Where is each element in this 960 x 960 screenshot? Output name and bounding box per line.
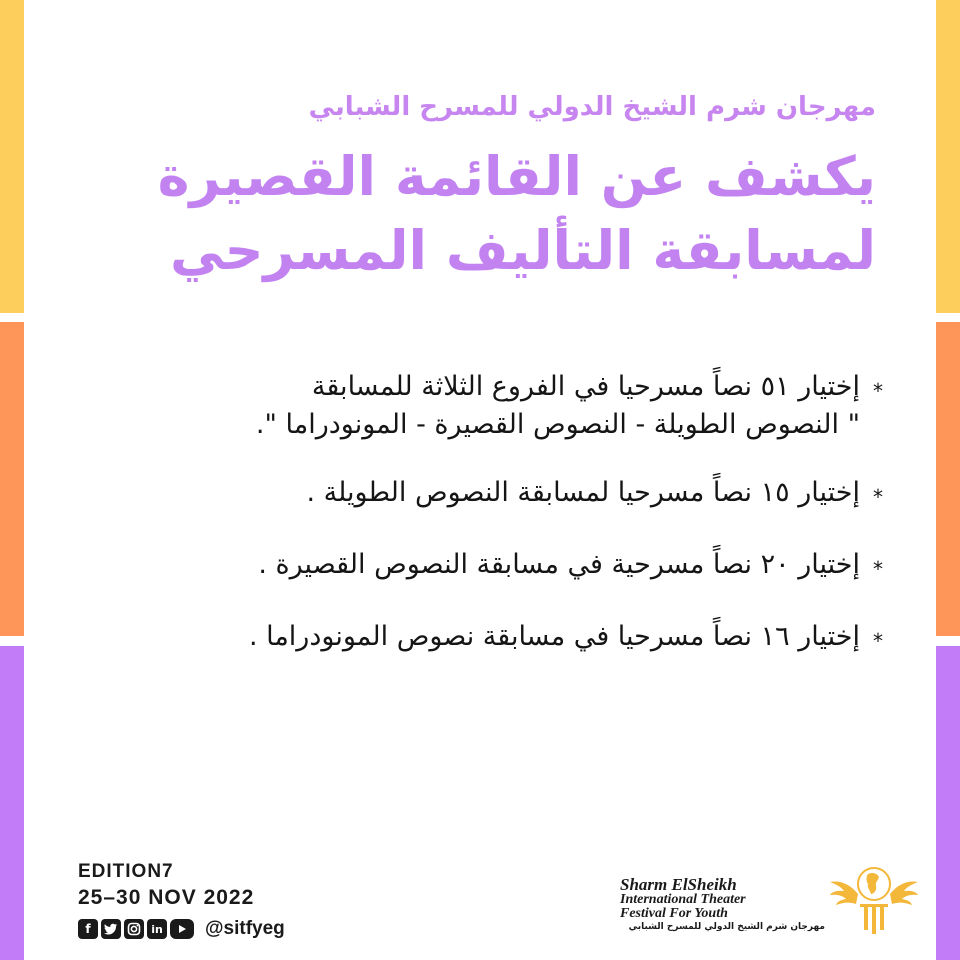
bullet-marker: * [873, 629, 883, 653]
right-band-purple [936, 646, 960, 960]
right-band-yellow [936, 0, 960, 313]
logo-line-3: Festival For Youth [620, 906, 728, 921]
logo-line-1: Sharm ElSheikh [620, 875, 737, 894]
winged-globe-icon [828, 854, 920, 940]
linkedin-icon[interactable]: in [147, 919, 167, 939]
festival-subtitle: مهرجان شرم الشيخ الدولي للمسرح الشبابي [308, 92, 876, 122]
list-item-text: إختيار ١٥ نصاً مسرحيا لمسابقة النصوص الطويلة . [306, 477, 860, 508]
list-item [128, 546, 888, 588]
announcement-title: يكشف عن القائمة القصيرة لمسابقة التأليف المسرحي [157, 145, 876, 282]
bullet-marker: * [873, 557, 883, 581]
list-item [128, 474, 888, 516]
logo-wordmark [620, 876, 830, 934]
social-links [78, 918, 285, 940]
left-band-yellow [0, 0, 24, 313]
youtube-icon[interactable] [170, 919, 194, 939]
list-item [128, 368, 888, 444]
logo-line-2: International Theater [620, 892, 746, 907]
left-band-orange [0, 322, 24, 636]
list-item [128, 618, 888, 660]
list-item-text: إختيار ٢٠ نصاً مسرحية في مسابقة النصوص القصيرة . [258, 549, 860, 580]
instagram-icon[interactable] [124, 919, 144, 939]
list-item-text: إختيار ٥١ نصاً مسرحيا في الفروع الثلاثة للمسابقة " النصوص الطويلة - النصوص القصيرة - المونودراما ". [255, 371, 860, 440]
edition-label: EDITION7 [78, 861, 174, 882]
selection-list [128, 368, 888, 690]
logo-arabic-name: مهرجان شرم الشيخ الدولي للمسرح الشبابي [628, 922, 825, 932]
festival-dates: 25–30 NOV 2022 [78, 886, 255, 909]
right-band-orange [936, 322, 960, 636]
bullet-marker: * [873, 485, 883, 509]
facebook-icon[interactable]: f [78, 919, 98, 939]
festival-logo [620, 854, 920, 946]
twitter-icon[interactable] [101, 919, 121, 939]
bullet-marker: * [873, 379, 883, 403]
left-band-purple [0, 646, 24, 960]
social-handle[interactable]: @sitfyeg [205, 918, 285, 939]
list-item-text: إختيار ١٦ نصاً مسرحيا في مسابقة نصوص المونودراما . [248, 621, 860, 652]
